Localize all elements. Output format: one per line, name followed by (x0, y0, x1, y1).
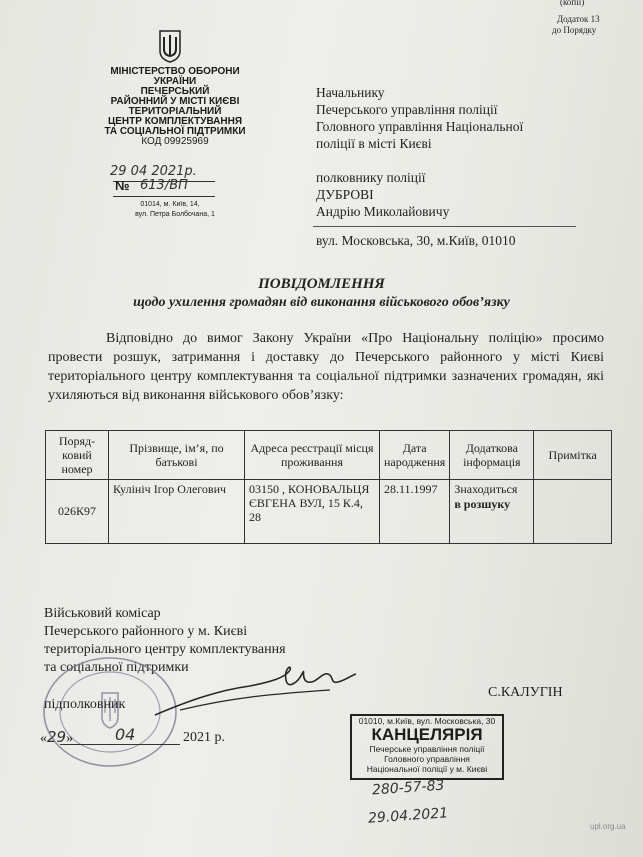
site-watermark: upl.org.ua (590, 822, 626, 831)
column-header: Додаткова інформація (450, 431, 534, 480)
sender-line: КОД 09925969 (141, 136, 209, 147)
sender-line: ТЕРИТОРІАЛЬНИЙ (128, 106, 222, 117)
sender-line: ЦЕНТР КОМПЛЕКТУВАННЯ (107, 116, 243, 127)
chancellery-line: Головного управління (384, 754, 470, 764)
trident-emblem-icon (158, 29, 182, 63)
sender-line: ПЕЧЕРСЬКИЙ (140, 86, 210, 97)
chancellery-address: 01010, м.Київ, вул. Московська, 30 (358, 716, 496, 726)
sender-line: ТА СОЦІАЛЬНОЇ ПІДТРИМКИ (104, 126, 246, 137)
chancellery-stamp (350, 714, 504, 780)
recipient-name: Андрію Миколайовичу (316, 204, 450, 219)
sender-date: 29 04 2021р. (110, 164, 197, 179)
date-open-quote: « (40, 731, 47, 746)
sender-number-prefix: № (115, 178, 130, 193)
sender-line: МІНІСТЕРСТВО ОБОРОНИ (110, 66, 240, 77)
cell-name: Кулініч Ігор Олегович (109, 480, 245, 544)
date-month: 04 (115, 725, 136, 744)
recipient-address: вул. Московська, 30, м.Київ, 01010 (316, 233, 516, 248)
sender-address-line1: 01014, м. Київ, 14, (140, 201, 200, 208)
sender-number: 613/ВП (140, 178, 188, 193)
date-close-quote: » (66, 731, 74, 746)
column-header: Примітка (534, 431, 612, 480)
column-header: Поряд-ковий номер (46, 431, 109, 480)
signature-line: Військовий комісар (44, 606, 161, 621)
column-header: Прізвище, ім’я, по батькові (109, 431, 245, 480)
date-day: 29 (47, 728, 67, 746)
table-header-row (46, 431, 612, 480)
annex-sublabel: до Порядку (552, 25, 597, 35)
annex-label: Додаток 13 (557, 14, 600, 24)
recipient-line: Печерського управління поліції (316, 102, 498, 117)
chancellery-line: Національної поліції у м. Києві (366, 764, 488, 774)
document-title: ПОВІДОМЛЕННЯ (258, 276, 385, 292)
cell-address: 03150 , КОНОВАЛЬЦЯ ЄВГЕНА ВУЛ, 15 К.4, 28 (245, 480, 380, 544)
cell-number: 026К97 (46, 480, 109, 544)
registration-number: 280-57-83 (371, 777, 445, 799)
chancellery-title: КАНЦЕЛЯРІЯ (371, 725, 483, 744)
signature-scribble-icon (150, 660, 360, 720)
recipient-line: Головного управління Національної (316, 119, 524, 134)
signature-line: та соціальної підтримки (44, 660, 189, 675)
sender-address-line2: вул. Петра Болбочана, 1 (135, 211, 215, 218)
registration-date: 29.04.2021 (367, 805, 449, 827)
cell-dob: 28.11.1997 (380, 480, 450, 544)
recipient-surname: ДУБРОВІ (316, 187, 374, 202)
info-line: Знаходиться (454, 482, 518, 496)
body-text: Відповідно до вимог Закону України «Про Національну поліцію» просимо провести розшук, затримання і доставку до Печерського районного у місті Києві територіального центру комплектування та соціальної підтримки зазначених громадян, які ухиляються від виконання військового обов’язку: (48, 331, 604, 403)
recipient-block (316, 84, 616, 220)
info-line: в розшуку (454, 497, 511, 511)
cell-note (534, 480, 612, 544)
table-row (46, 480, 612, 544)
recipient-line: Начальнику (316, 85, 385, 100)
recipient-line: поліції в місті Києві (316, 136, 432, 151)
column-header: Дата народження (380, 431, 450, 480)
cell-info (450, 480, 534, 544)
column-header: Адреса реєстрації місця проживання (245, 431, 380, 480)
signer-name: С.КАЛУГІН (488, 685, 563, 700)
sender-line: РАЙОННИЙ У МІСТІ КИЄВІ (110, 96, 240, 107)
chancellery-line: Печерське управління поліції (369, 744, 485, 754)
signer-rank: підполковник (44, 697, 126, 712)
signature-line: територіального центру комплектування (44, 642, 286, 657)
corner-fragment: (копії) (560, 0, 585, 7)
document-subtitle: щодо ухилення громадян від виконання військового обов’язку (133, 295, 510, 310)
persons-table (45, 430, 612, 544)
sender-line: УКРАЇНИ (153, 76, 197, 87)
date-year: 2021 р. (183, 730, 225, 745)
signature-line: Печерського районного у м. Києві (44, 624, 248, 639)
sender-stamp (90, 67, 260, 147)
recipient-rank: полковнику поліції (316, 170, 426, 185)
